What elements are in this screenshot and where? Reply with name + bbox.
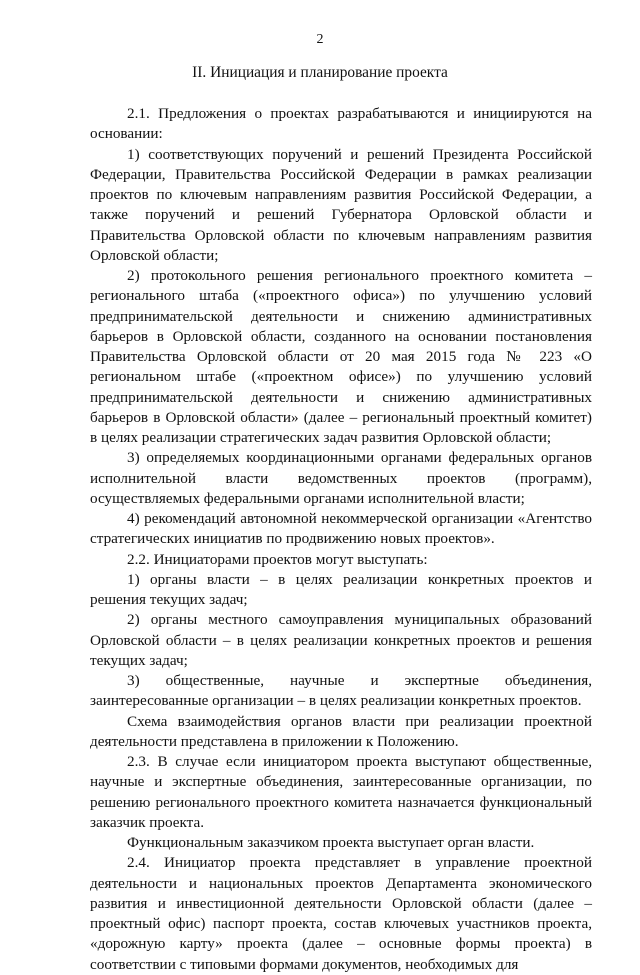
document-body xyxy=(90,104,592,975)
paragraph-2-1-item-3: 3) определяемых координационными органами федеральных органов исполнительной власти ведомственных проектов (программ), осуществляемых федеральными органами исполнительной власти; xyxy=(90,449,592,507)
paragraph-2-1: 2.1. Предложения о проектах разрабатываются и инициируются на основании: xyxy=(90,105,592,143)
paragraph-2-2-item-2: 2) органы местного самоуправления муниципальных образований Орловской области – в целях реализации конкретных проектов и решения текущих задач; xyxy=(90,611,592,669)
paragraph-2-3: 2.3. В случае если инициатором проекта выступают общественные, научные и экспертные объединения, заинтересованные организации, по решению регионального проектного комитета назначается функциональный заказчик проекта. xyxy=(90,753,592,831)
paragraph-2-1-item-2: 2) протокольного решения регионального проектного комитета – регионального штаба («проектного офиса») по улучшению условий предпринимательской деятельности и снижению административных барьеров в Орловской области, созданного на основании постановления Правительства Орловской области от 20 мая 2015 года № 223 «О региональном штабе («проектном офисе») по улучшению условий предпринимательской деятельности и снижению административных барьеров в Орловской области» (далее – региональный проектный комитет) в целях реализации стратегических задач развития Орловской области; xyxy=(90,267,592,446)
paragraph-2-2-item-1: 1) органы власти – в целях реализации конкретных проектов и решения текущих задач; xyxy=(90,570,592,608)
paragraph-2-4: 2.4. Инициатор проекта представляет в управление проектной деятельности и национальных проектов Департамента экономического развития и инвестиционной деятельности Орловской области (далее – проектный офис) паспорт проекта, состав ключевых участников проекта, «дорожную карту» проекта (далее – основные формы проекта) в соответствии с типовыми формами документов, необходимых для xyxy=(90,854,592,973)
paragraph-scheme-note: Схема взаимодействия органов власти при реализации проектной деятельности представлена в приложении к Положению. xyxy=(90,712,592,750)
section-heading: II. Инициация и планирование проекта xyxy=(192,64,448,81)
paragraph-2-1-item-4: 4) рекомендаций автономной некоммерческой организации «Агентство стратегических инициатив по продвижению новых проектов». xyxy=(90,510,592,548)
paragraph-2-2: 2.2. Инициаторами проектов могут выступать: xyxy=(127,550,428,568)
paragraph-2-1-item-1: 1) соответствующих поручений и решений Президента Российской Федерации, Правительства Российской Федерации в рамках реализации проектов по ключевым направлениям развития Российской Федерации, а также поручений и решений Губернатора Орловской области и Правительства Орловской области по ключевым направлениям развития Орловской области; xyxy=(90,145,592,264)
paragraph-2-2-item-3: 3) общественные, научные и экспертные объединения, заинтересованные организации – в целях реализации конкретных проектов. xyxy=(90,672,592,710)
paragraph-functional-customer: Функциональным заказчиком проекта выступает орган власти. xyxy=(127,834,535,851)
page-number: 2 xyxy=(316,32,324,47)
